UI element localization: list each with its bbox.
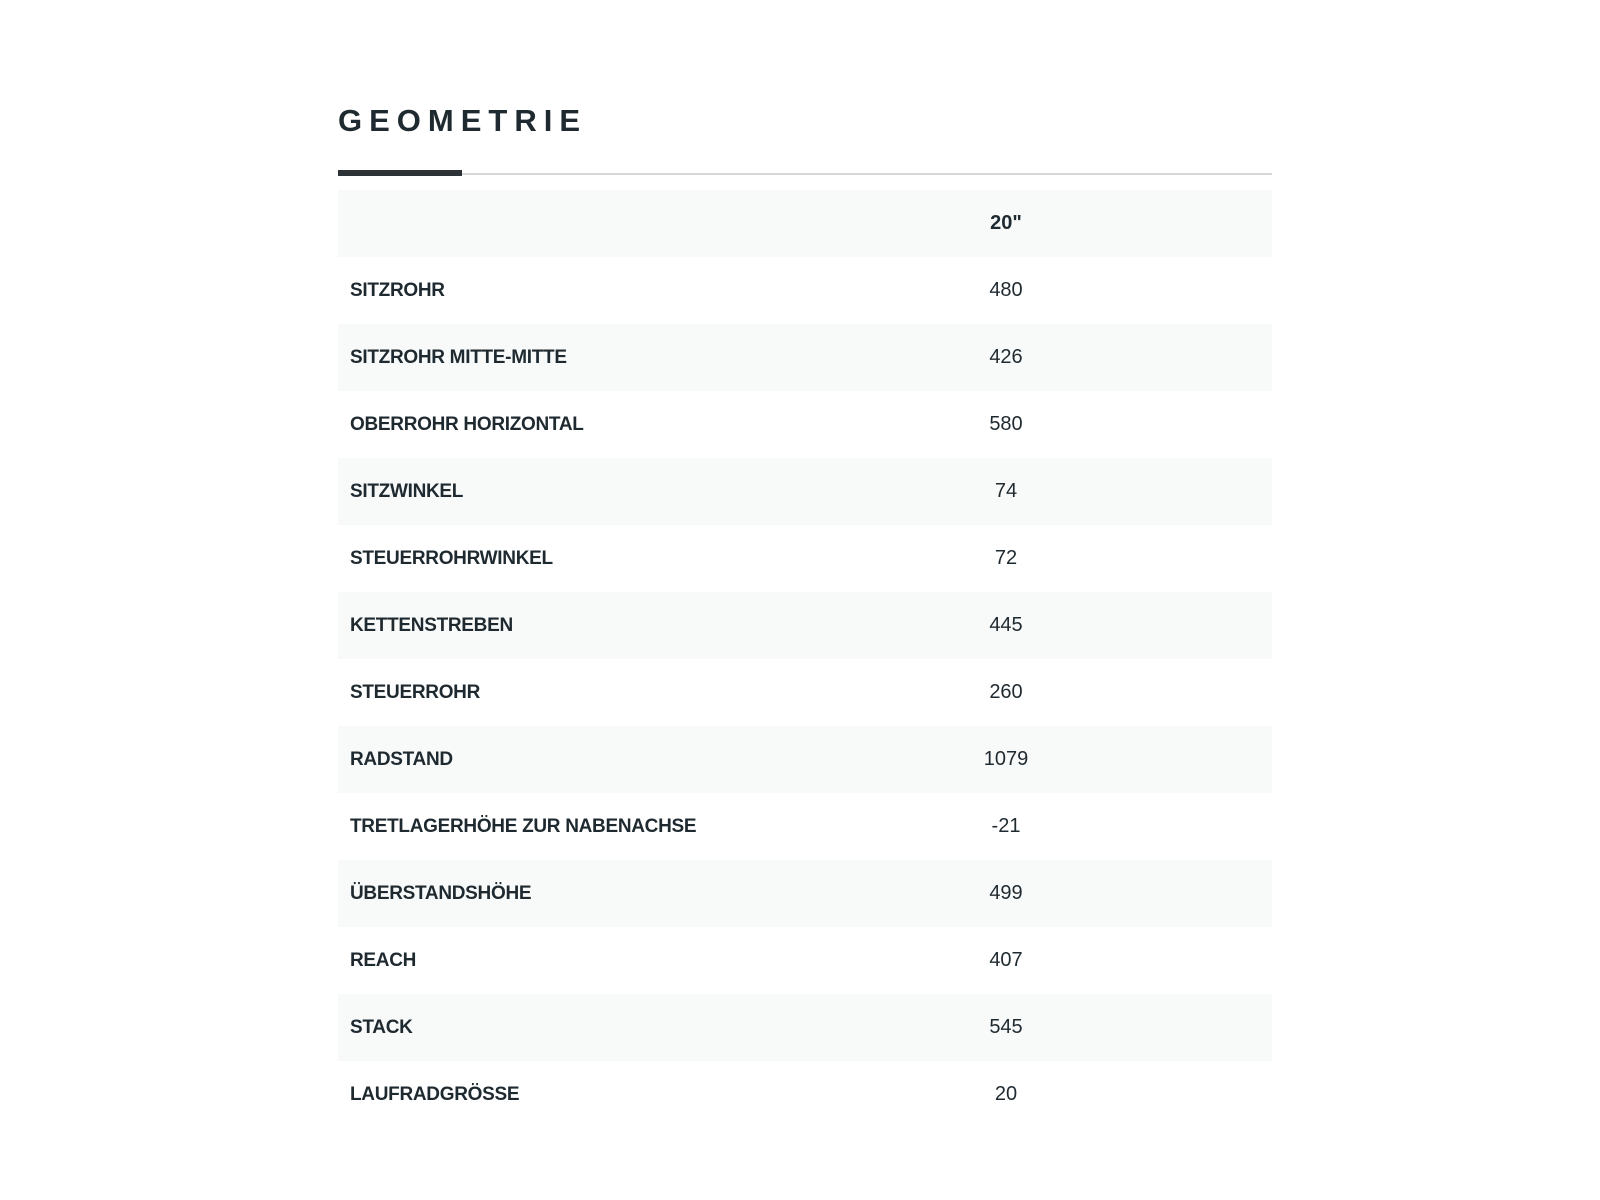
- row-label: STEUERROHRWINKEL: [350, 547, 553, 569]
- geometry-section: [338, 98, 1272, 1128]
- table-row: [338, 525, 1272, 592]
- title-underline: [338, 170, 1272, 176]
- divider-line: [338, 173, 1272, 175]
- active-tab-indicator: [338, 170, 462, 176]
- row-value: 407: [989, 949, 1023, 971]
- row-value: 445: [989, 614, 1023, 636]
- row-spacer: [1076, 257, 1272, 324]
- row-value: 499: [989, 882, 1023, 904]
- row-value: 260: [989, 681, 1023, 703]
- header-spacer-cell: [1076, 190, 1272, 257]
- table-row: [338, 324, 1272, 391]
- table-row: [338, 659, 1272, 726]
- row-value: 426: [989, 346, 1023, 368]
- row-label: SITZWINKEL: [350, 480, 464, 502]
- table-row: [338, 458, 1272, 525]
- row-value: 1079: [983, 748, 1029, 770]
- table-row: [338, 592, 1272, 659]
- row-label: TRETLAGERHÖHE ZUR NABENACHSE: [350, 815, 697, 837]
- table-row: [338, 793, 1272, 860]
- table-row: [338, 1061, 1272, 1128]
- row-label: LAUFRADGRÖSSE: [350, 1083, 520, 1105]
- table-row: [338, 726, 1272, 793]
- size-column-header: 20": [990, 212, 1022, 234]
- row-label: REACH: [350, 949, 417, 971]
- row-label: ÜBERSTANDSHÖHE: [350, 882, 532, 904]
- row-label: STACK: [350, 1016, 413, 1038]
- row-spacer: [1076, 391, 1272, 458]
- row-spacer: [1076, 927, 1272, 994]
- row-value: 72: [994, 547, 1018, 569]
- row-label: KETTENSTREBEN: [350, 614, 513, 636]
- row-label: OBERROHR HORIZONTAL: [350, 413, 584, 435]
- row-spacer: [1076, 592, 1272, 659]
- row-label: RADSTAND: [350, 748, 453, 770]
- row-spacer: [1076, 793, 1272, 860]
- row-spacer: [1076, 1061, 1272, 1128]
- row-value: 480: [989, 279, 1023, 301]
- row-spacer: [1076, 726, 1272, 793]
- row-value: 580: [989, 413, 1023, 435]
- table-row: [338, 391, 1272, 458]
- row-spacer: [1076, 860, 1272, 927]
- table-row: [338, 994, 1272, 1061]
- header-label-cell: [338, 190, 936, 257]
- row-spacer: [1076, 324, 1272, 391]
- table-row: [338, 860, 1272, 927]
- row-value: -21: [991, 815, 1021, 837]
- table-row: [338, 927, 1272, 994]
- table-header-row: [338, 190, 1272, 257]
- row-value: 74: [994, 480, 1018, 502]
- row-value: 545: [989, 1016, 1023, 1038]
- geometry-table: [338, 190, 1272, 1128]
- row-spacer: [1076, 659, 1272, 726]
- row-spacer: [1076, 994, 1272, 1061]
- row-label: SITZROHR MITTE-MITTE: [350, 346, 567, 368]
- row-label: SITZROHR: [350, 279, 445, 301]
- row-value: 20: [994, 1083, 1018, 1105]
- table-row: [338, 257, 1272, 324]
- row-spacer: [1076, 525, 1272, 592]
- row-label: STEUERROHR: [350, 681, 481, 703]
- section-title: GEOMETRIE: [338, 103, 588, 138]
- row-spacer: [1076, 458, 1272, 525]
